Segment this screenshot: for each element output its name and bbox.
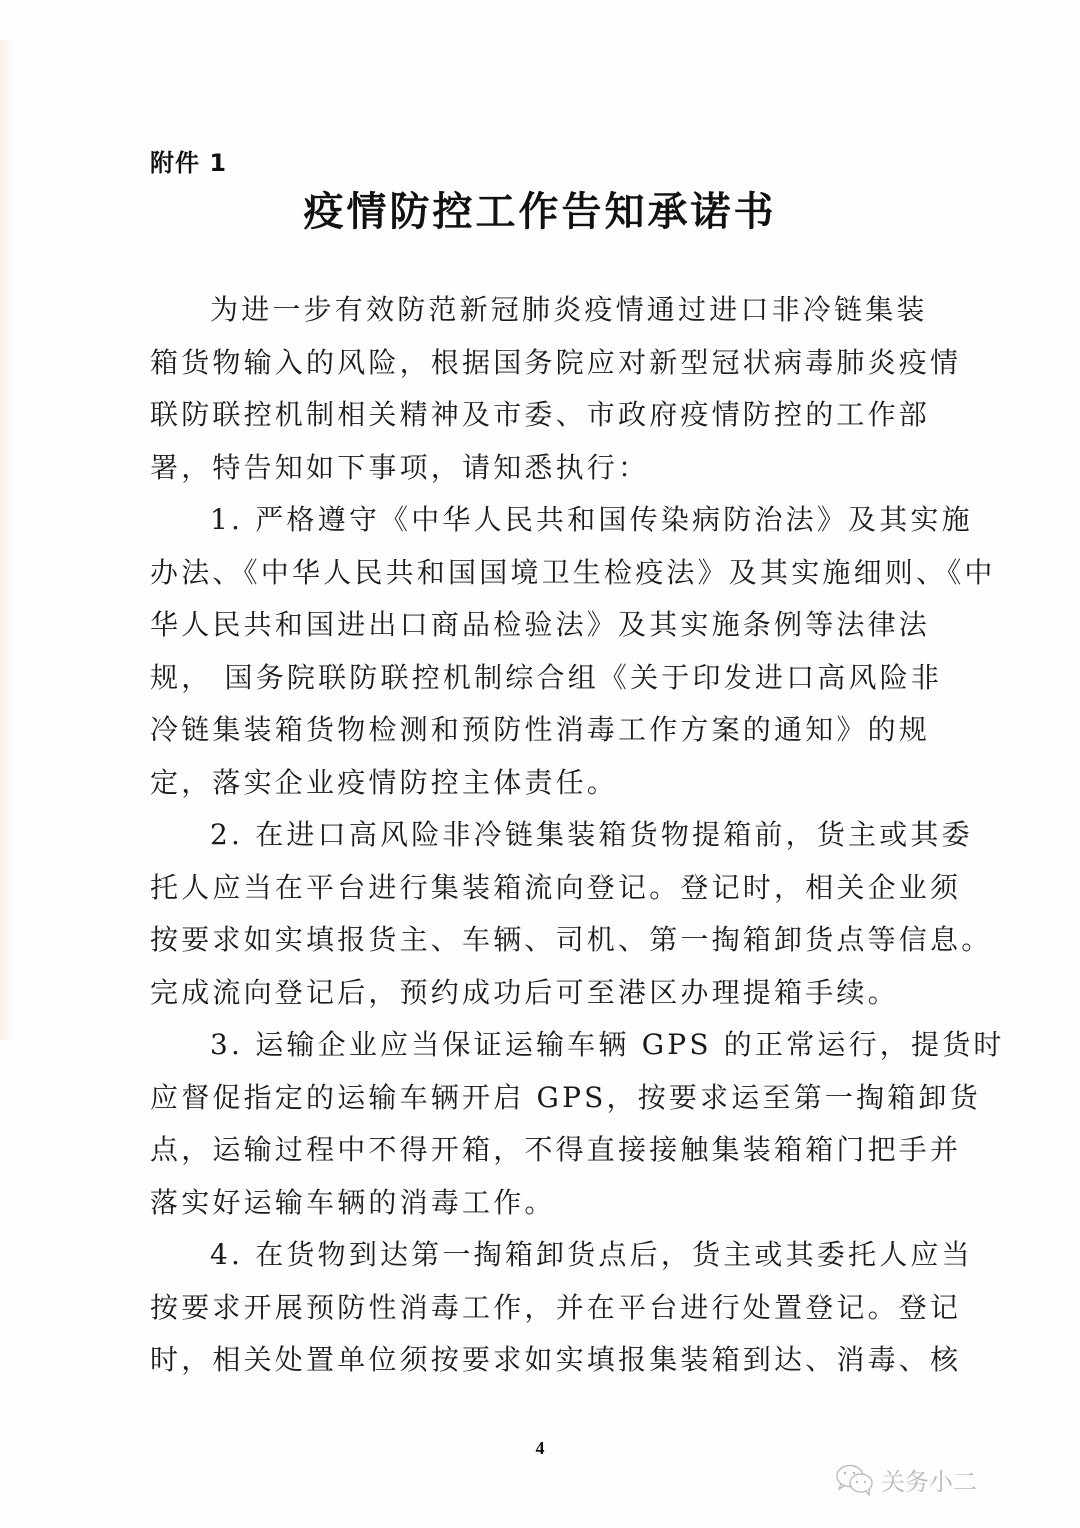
paragraph-line: 2. 在进口高风险非冷链集装箱货物提箱前，货主或其委: [210, 818, 973, 851]
paragraph-line: 落实好运输车辆的消毒工作。: [150, 1185, 556, 1219]
paragraph-line: 联防联控机制相关精神及市委、市政府疫情防控的工作部: [150, 398, 931, 431]
watermark: [835, 1462, 977, 1497]
attachment-label: 附件 1: [150, 149, 228, 177]
watermark-text: 关务小二: [881, 1468, 977, 1496]
paragraph-line: 定，落实企业疫情防控主体责任。: [150, 765, 619, 799]
paragraph-line: 应督促指定的运输车辆开启 GPS，按要求运至第一掏箱卸货: [150, 1080, 981, 1114]
wechat-icon: [835, 1463, 875, 1497]
paragraph-line: 时，相关处置单位须按要求如实填报集装箱到达、消毒、核: [150, 1343, 962, 1376]
paragraph-line: 署，特告知如下事项，请知悉执行：: [150, 450, 650, 484]
paragraph-line: 4. 在货物到达第一掏箱卸货点后，货主或其委托人应当: [210, 1238, 973, 1271]
page-number: 4: [535, 1438, 545, 1458]
paragraph-line: 点，运输过程中不得开箱，不得直接接触集装箱箱门把手并: [150, 1133, 962, 1166]
paragraph-line: 冷链集装箱货物检测和预防性消毒工作方案的通知》的规: [150, 713, 931, 746]
document-body: [150, 284, 1005, 1387]
paragraph-line: 按要求开展预防性消毒工作，并在平台进行处置登记。登记: [150, 1290, 962, 1324]
paragraph-line: 规， 国务院联防联控机制综合组《关于印发进口高风险非: [150, 660, 943, 694]
paragraph-line: 办法、《中华人民共和国国境卫生检疫法》及其实施细则、《中: [150, 555, 996, 589]
paragraph-line: 华人民共和国进出口商品检验法》及其实施条例等法律法: [150, 608, 931, 641]
paragraph-line: 按要求如实填报货主、车辆、司机、第一掏箱卸货点等信息。: [150, 923, 993, 956]
paragraph-line: 完成流向登记后，预约成功后可至港区办理提箱手续。: [150, 975, 899, 1009]
paragraph-line: 1. 严格遵守《中华人民共和国传染病防治法》及其实施: [210, 503, 973, 536]
paragraph-line: 为进一步有效防范新冠肺炎疫情通过进口非冷链集装: [210, 293, 928, 326]
document-title: 疫情防控工作告知承诺书: [303, 189, 777, 235]
paragraph-line: 箱货物输入的风险，根据国务院应对新型冠状病毒肺炎疫情: [150, 345, 962, 379]
paragraph-line: 托人应当在平台进行集装箱流向登记。登记时，相关企业须: [150, 870, 962, 904]
paragraph-line: 3. 运输企业应当保证运输车辆 GPS 的正常运行，提货时: [210, 1028, 1005, 1061]
